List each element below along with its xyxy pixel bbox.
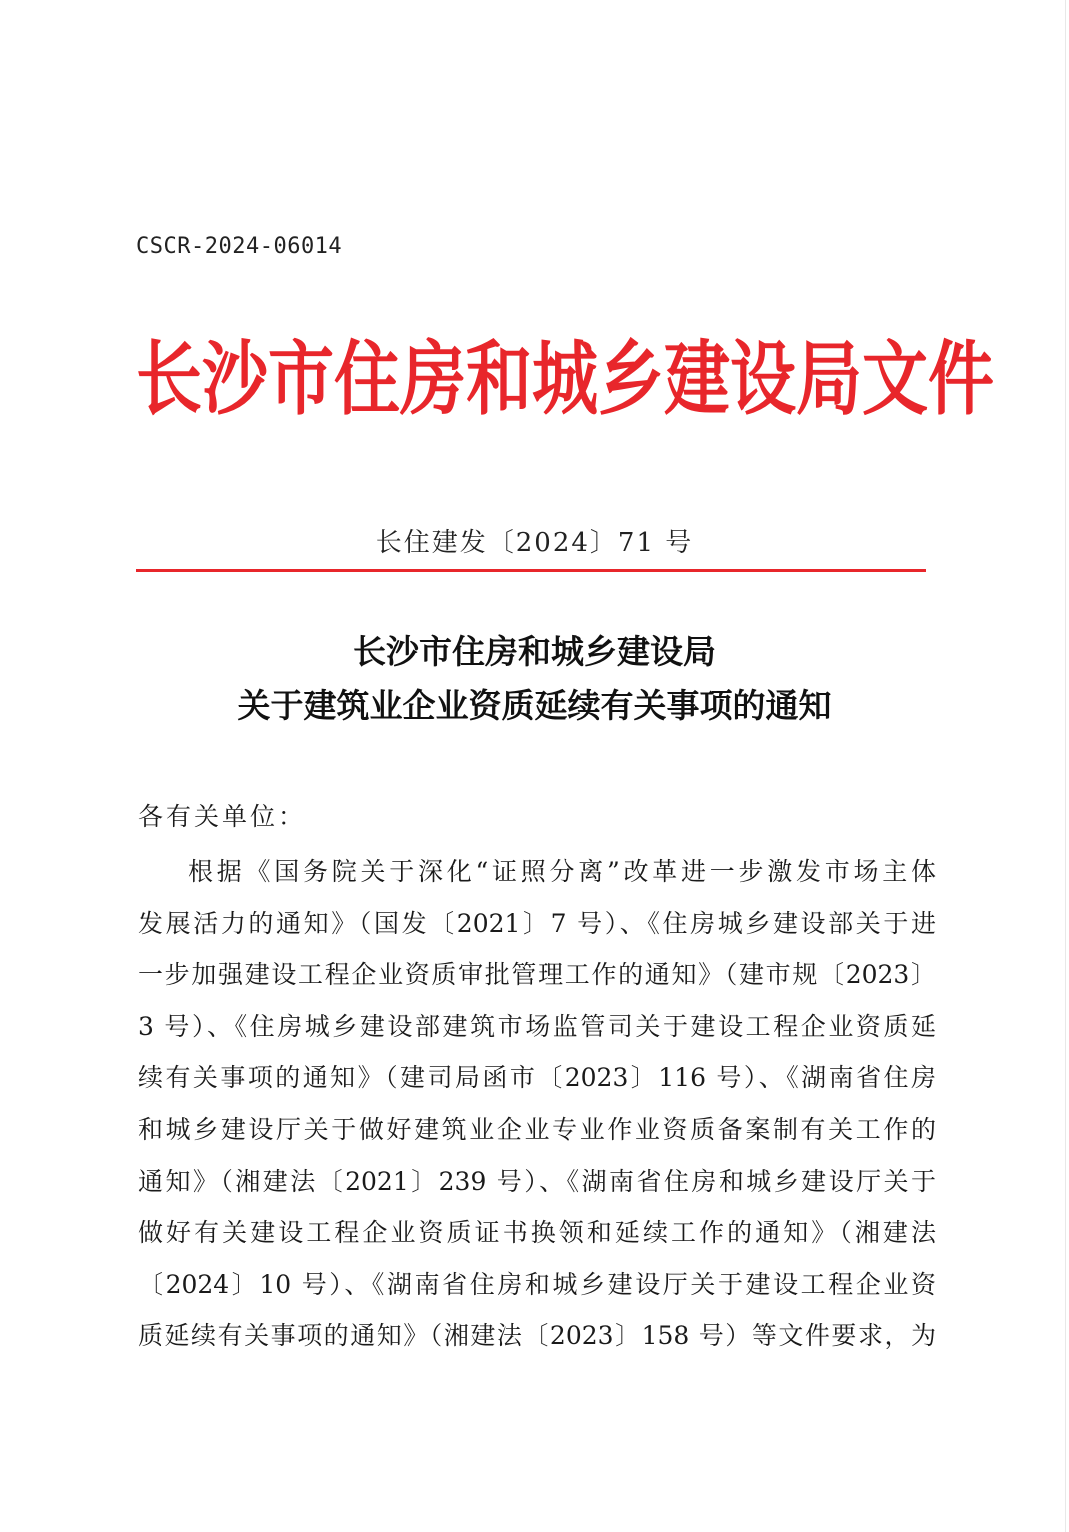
body-line: 根据《国务院关于深化“证照分离”改革进一步激发市场主体 — [188, 857, 936, 886]
body-line: 和城乡建设厅关于做好建筑业企业专业作业资质备案制有关工作的 — [138, 1114, 936, 1144]
issuer-title: 长沙市住房和城乡建设局文件 — [136, 331, 994, 427]
body-line: 做好有关建设工程企业资质证书换领和延续工作的通知》（湘建法 — [138, 1218, 936, 1248]
page-edge — [1065, 0, 1066, 1532]
body-line: 发展活力的通知》（国发〔2021〕7 号）、《住房城乡建设部关于进 — [138, 908, 936, 938]
body-line: 3 号）、《住房城乡建设部建筑市场监管司关于建设工程企业资质延 — [138, 1011, 936, 1041]
document-code: CSCR-2024-06014 — [136, 234, 343, 259]
body-line: 续有关事项的通知》（建司局函市〔2023〕116 号）、《湖南省住房 — [138, 1063, 936, 1093]
body-line: 一步加强建设工程企业资质审批管理工作的通知》（建市规〔2023〕 — [138, 960, 936, 990]
body-paragraph — [138, 846, 936, 1362]
body-line: 〔2024〕10 号）、《湖南省住房和城乡建设厅关于建设工程企业资 — [138, 1269, 936, 1299]
red-divider — [136, 569, 926, 572]
notice-title — [136, 625, 933, 733]
body-line: 通知》（湘建法〔2021〕239 号）、《湖南省住房和城乡建设厅关于 — [138, 1166, 936, 1196]
salutation: 各有关单位： — [138, 802, 307, 831]
document-number: 长住建发〔2024〕71 号 — [375, 528, 694, 558]
body-line: 质延续有关事项的通知》（湘建法〔2023〕158 号）等文件要求，为 — [138, 1321, 936, 1351]
notice-title-line-1: 长沙市住房和城乡建设局 — [353, 632, 716, 671]
notice-title-line-2: 关于建筑业企业资质延续有关事项的通知 — [237, 686, 832, 725]
